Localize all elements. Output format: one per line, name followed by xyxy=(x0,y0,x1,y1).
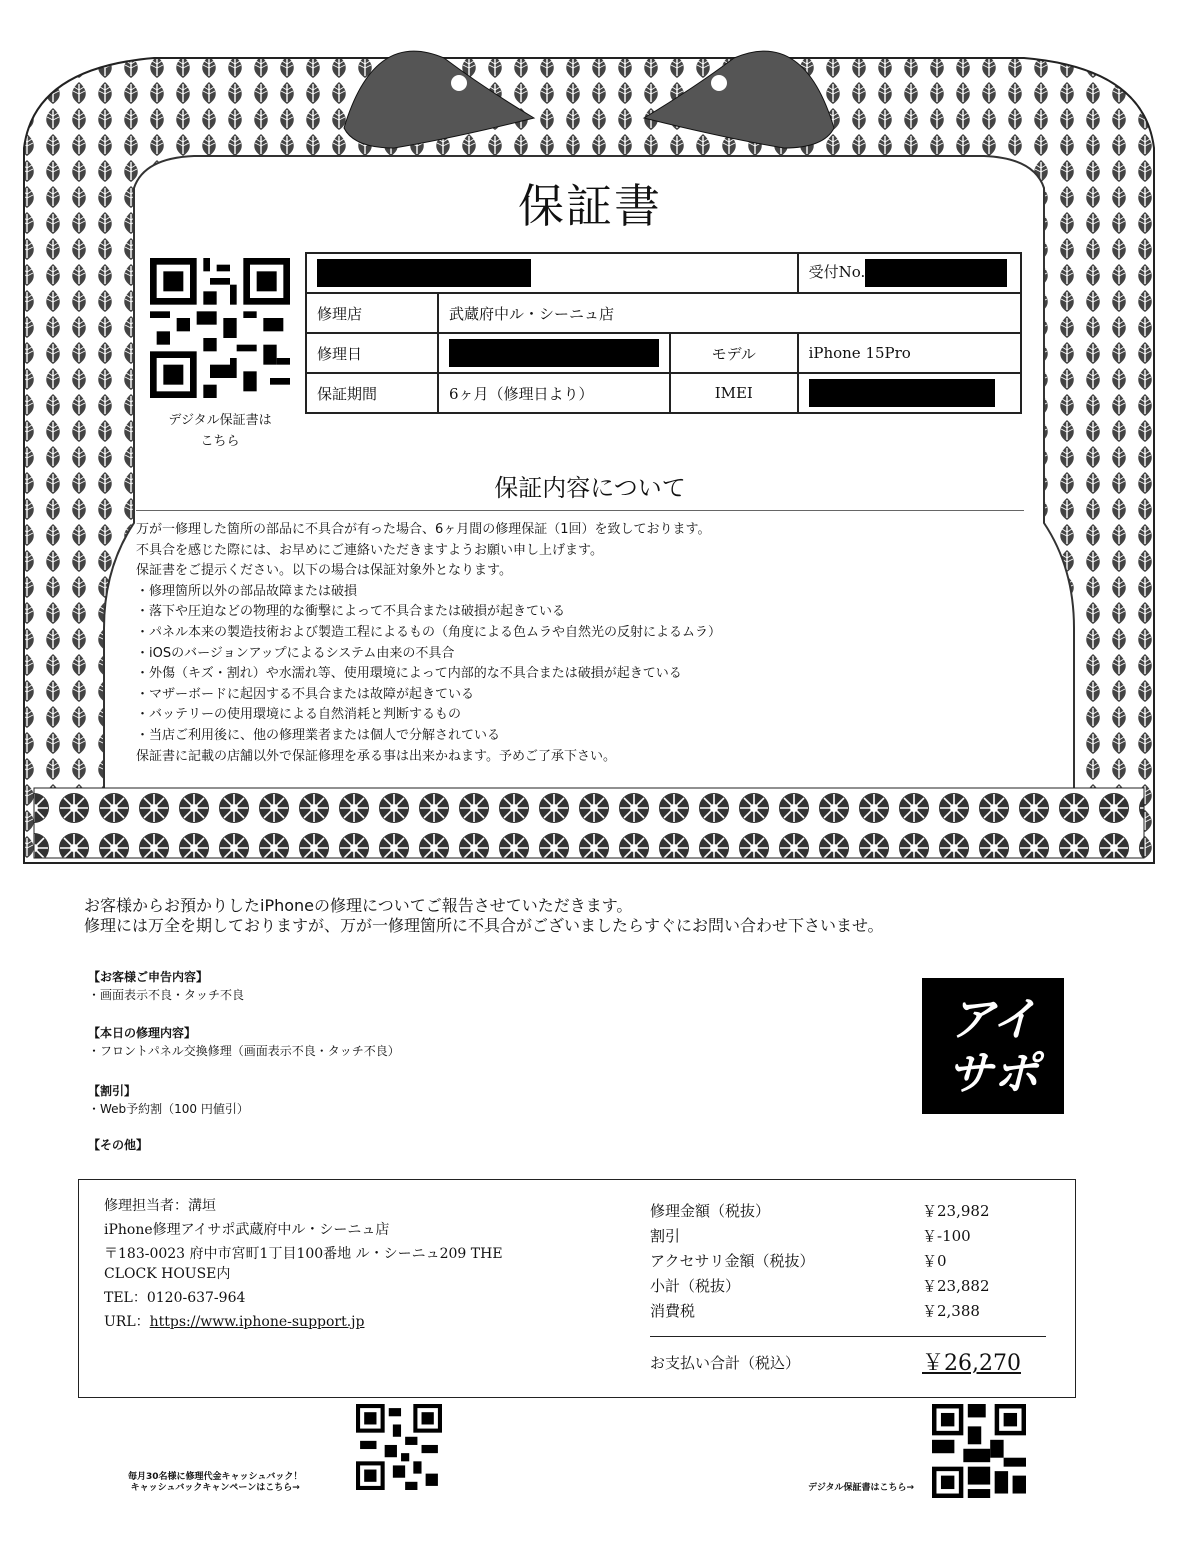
terms-line: 不具合を感じた際には、お早めにご連絡いただきますようお願い申し上げます。 xyxy=(136,542,603,558)
other-heading: 【その他】 xyxy=(88,1138,149,1152)
certificate-title: 保証書 xyxy=(518,179,662,233)
report-line2: 修理には万全を期しておりますが、万が一修理箇所に不具合がございましたらすぐにお問い合わせ下さいませ。 xyxy=(84,916,884,935)
redacted-repair-date xyxy=(449,339,659,367)
discount-value: ・Web予約割（100 円値引） xyxy=(88,1102,249,1116)
price-value: ￥23,882 xyxy=(922,1277,990,1295)
price-label: 小計（税抜） xyxy=(650,1277,741,1295)
price-value: ￥2,388 xyxy=(922,1302,980,1320)
warranty-period-value: 6ヶ月（修理日より） xyxy=(438,373,670,413)
terms-divider xyxy=(136,510,1024,511)
total-divider xyxy=(650,1336,1046,1337)
terms-line: ・修理箇所以外の部品故障または破損 xyxy=(136,583,358,599)
price-row-repair xyxy=(650,1200,1000,1221)
qr-caption-line1: デジタル保証書は xyxy=(168,413,272,428)
report-line1: お客様からお預かりしたiPhoneの修理についてご報告させていただきます。 xyxy=(84,896,633,915)
logo-line1: アイ xyxy=(949,992,1037,1046)
terms-line: ・外傷（キズ・割れ）や水濡れ等、使用環境によって内部的な不具合または破損が起きている xyxy=(136,666,682,682)
shop-address-line1: 〒183-0023 府中市宮町1丁目100番地 ル・シーニュ209 THE xyxy=(104,1246,503,1262)
cashback-qr-code[interactable] xyxy=(356,1404,442,1490)
repair-value: ・フロントパネル交換修理（画面表示不良・タッチ不良） xyxy=(88,1044,400,1058)
complaint-section xyxy=(88,968,244,1004)
qr-caption xyxy=(150,410,290,452)
cashback-caption xyxy=(128,1472,302,1494)
staff-name: 修理担当者：溝垣 xyxy=(104,1198,216,1214)
cashback-line1: 毎月30名様に修理代金キャッシュバック！ xyxy=(128,1472,303,1482)
shop-address-line2: CLOCK HOUSE内 xyxy=(104,1266,231,1282)
digital-warranty-footer-qr-code[interactable] xyxy=(932,1404,1026,1498)
terms-line: ・当店ご利用後に、他の修理業者または個人で分解されている xyxy=(136,727,501,743)
cashback-line2: キャッシュバックキャンペーンはこちら→ xyxy=(130,1483,300,1493)
digital-warranty-qr-code[interactable] xyxy=(150,258,290,398)
price-value: ￥-100 xyxy=(922,1227,971,1245)
warranty-period-label: 保証期間 xyxy=(306,373,438,413)
terms-line: 保証書に記載の店舗以外で保証修理を承る事は出来かねます。予めご了承下さい。 xyxy=(136,748,616,764)
repair-section xyxy=(88,1024,400,1060)
redacted-receipt-number xyxy=(865,259,1007,287)
repair-date-label: 修理日 xyxy=(306,333,438,373)
model-value: iPhone 15Pro xyxy=(798,333,1021,373)
terms-line: ・iOSのバージョンアップによるシステム由来の不具合 xyxy=(136,645,455,661)
repair-report-intro xyxy=(84,896,884,936)
price-label: アクセサリ金額（税抜） xyxy=(650,1252,815,1270)
qr-caption-line2: こちら xyxy=(200,434,240,449)
warranty-info-table xyxy=(305,252,1022,414)
digital-warranty-footer-caption: デジタル保証書はこちら→ xyxy=(808,1483,915,1493)
imei-cell xyxy=(798,373,1021,413)
other-section xyxy=(88,1136,148,1154)
terms-line: ・バッテリーの使用環境による自然消耗と判断するもの xyxy=(136,707,462,723)
imei-label: IMEI xyxy=(670,373,798,413)
terms-line: ・落下や圧迫などの物理的な衝撃によって不具合または破損が起きている xyxy=(136,604,566,620)
redacted-imei xyxy=(809,379,995,407)
terms-line: 保証書をご提示ください。以下の場合は保証対象外となります。 xyxy=(136,563,512,579)
price-label: 修理金額（税抜） xyxy=(650,1202,771,1220)
price-row-subtotal xyxy=(650,1275,1000,1296)
price-row-accessory xyxy=(650,1250,1000,1271)
shop-name: iPhone修理アイサポ武蔵府中ル・シーニュ店 xyxy=(104,1222,390,1238)
terms-line: 万が一修理した箇所の部品に不具合が有った場合、6ヶ月間の修理保証（1回）を致しております。 xyxy=(136,522,711,537)
receipt-label: 受付No. xyxy=(808,263,866,281)
repair-date-cell xyxy=(438,333,670,373)
shop-value: 武蔵府中ル・シーニュ店 xyxy=(438,293,1021,333)
discount-section xyxy=(88,1082,249,1118)
shop-url-link[interactable]: https://www.iphone-support.jp xyxy=(149,1314,365,1330)
terms-heading: 保証内容について xyxy=(494,474,686,502)
terms-line: ・マザーボードに起因する不具合または故障が起きている xyxy=(136,686,475,702)
receipt-number-cell xyxy=(798,253,1021,293)
terms-list xyxy=(136,520,1036,767)
price-row-tax xyxy=(650,1300,1000,1321)
shop-url-row xyxy=(104,1312,503,1332)
shop-info xyxy=(104,1196,503,1336)
shop-tel: TEL：0120-637-964 xyxy=(104,1290,246,1306)
terms-line: ・パネル本来の製造技術および製造工程によるもの（角度による色ムラや自然光の反射によるムラ） xyxy=(136,624,722,640)
customer-name-cell xyxy=(306,253,798,293)
model-label: モデル xyxy=(670,333,798,373)
repair-heading: 【本日の修理内容】 xyxy=(88,1026,197,1040)
aisapo-logo xyxy=(922,978,1064,1114)
url-label: URL： xyxy=(104,1314,150,1330)
discount-heading: 【割引】 xyxy=(88,1084,137,1098)
price-value: ￥23,982 xyxy=(922,1202,990,1220)
total-value: ￥26,270 xyxy=(922,1351,1021,1376)
price-row-discount xyxy=(650,1225,1000,1246)
complaint-heading: 【お客様ご申告内容】 xyxy=(88,970,209,984)
total-label: お支払い合計（税込） xyxy=(650,1354,801,1372)
complaint-value: ・画面表示不良・タッチ不良 xyxy=(88,988,245,1002)
redacted-name xyxy=(317,259,531,287)
price-label: 消費税 xyxy=(650,1302,696,1320)
price-label: 割引 xyxy=(650,1227,681,1245)
price-value: ￥0 xyxy=(922,1252,947,1270)
logo-line2: サポ xyxy=(947,1046,1039,1100)
shop-label: 修理店 xyxy=(306,293,438,333)
